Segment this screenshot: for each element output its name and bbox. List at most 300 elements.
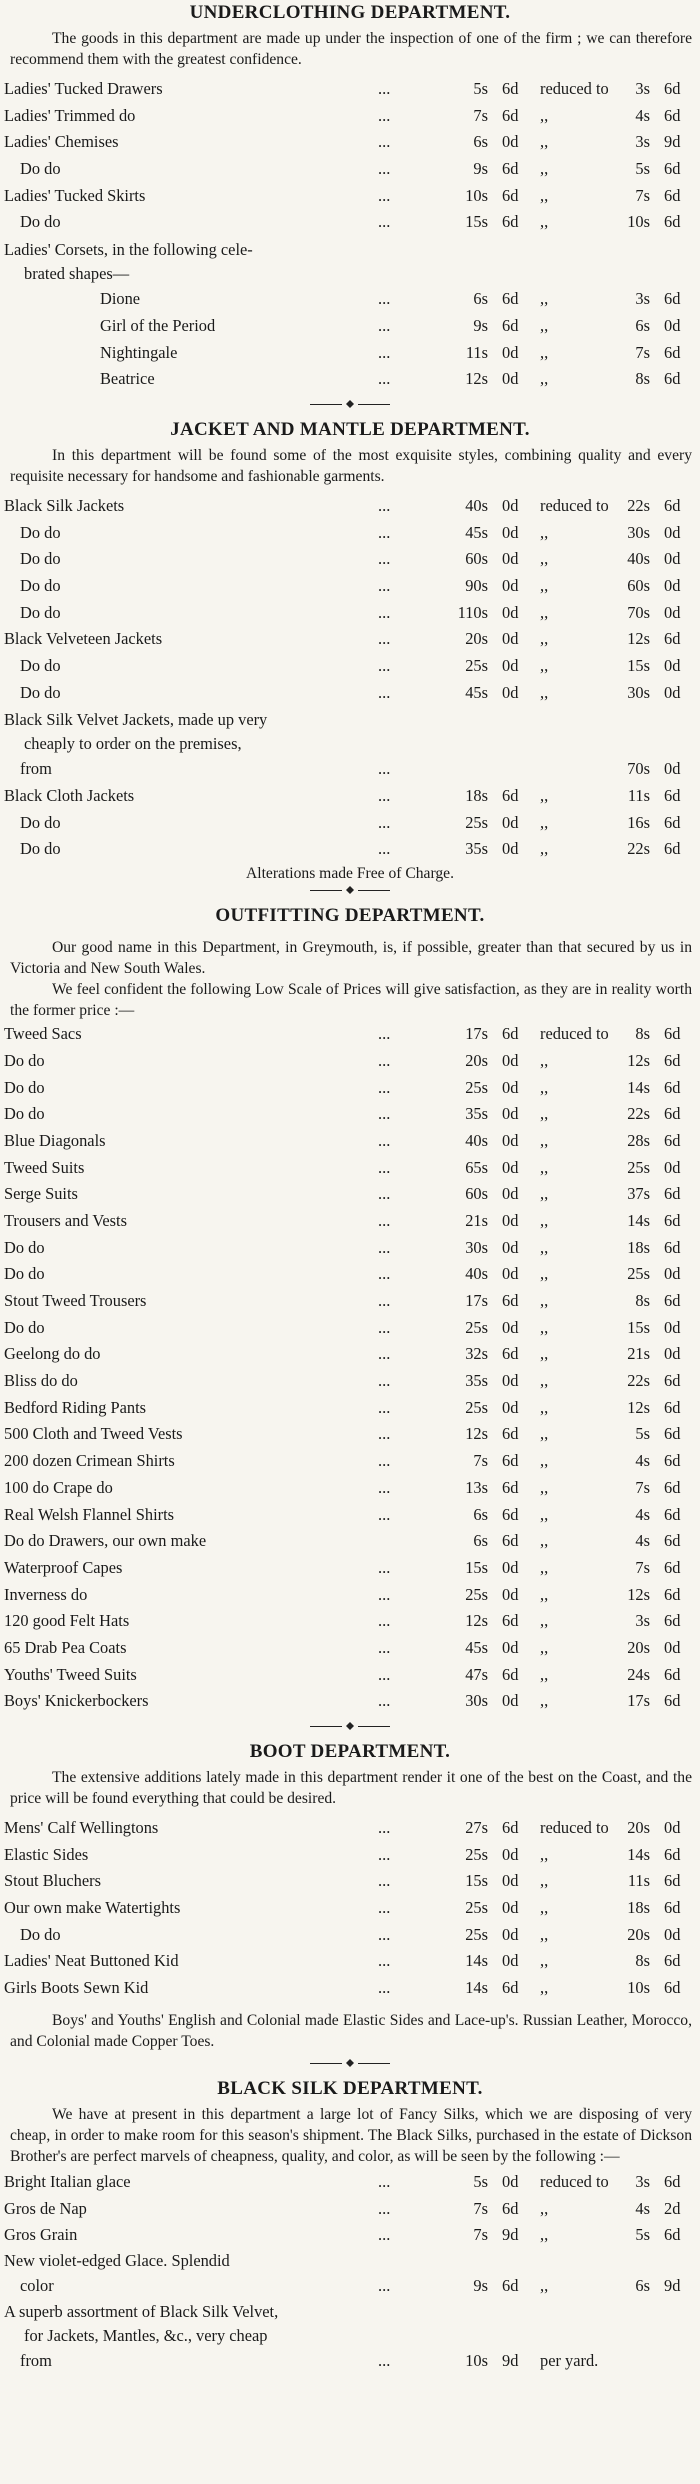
reduced-label: ,, xyxy=(540,132,549,152)
original-shillings: 25s xyxy=(465,1397,488,1417)
price-row xyxy=(0,1842,700,1869)
price-row xyxy=(0,1288,700,1315)
reduced-pence: 6d xyxy=(664,1584,681,1604)
reduced-pence: 6d xyxy=(664,1184,681,1204)
reduced-shillings: 3s xyxy=(635,1611,650,1631)
reduced-pence: 6d xyxy=(664,1477,681,1497)
reduced-shillings: 12s xyxy=(627,1584,650,1604)
original-pence: 0d xyxy=(502,2171,519,2191)
reduced-shillings: 37s xyxy=(627,1184,650,1204)
reduced-shillings: 8s xyxy=(635,1024,650,1044)
leader-dots: ... xyxy=(378,1291,391,1310)
item-name: Trousers and Vests xyxy=(4,1210,127,1230)
reduced-shillings: 3s xyxy=(635,2171,650,2191)
price-row xyxy=(0,286,700,313)
reduced-pence: 6d xyxy=(664,1024,681,1044)
reduced-label: ,, xyxy=(540,1344,549,1364)
underclothing-section xyxy=(0,0,700,393)
original-pence: 0d xyxy=(502,549,519,569)
original-pence: 0d xyxy=(502,369,519,389)
item-name: Waterproof Capes xyxy=(4,1557,123,1577)
reduced-pence: 0d xyxy=(664,1344,681,1364)
item-name: Do do xyxy=(20,812,61,832)
price-row xyxy=(0,1235,700,1262)
leader-dots: ... xyxy=(378,682,391,702)
leader-dots: ... xyxy=(378,1664,391,1684)
reduced-shillings: 20s xyxy=(627,1924,650,1944)
reduced-shillings: 12s xyxy=(627,1397,650,1417)
reduced-label: ,, xyxy=(540,602,549,622)
reduced-label: ,, xyxy=(540,1898,549,1918)
original-shillings: 17s xyxy=(465,1024,488,1044)
original-pence: 0d xyxy=(502,1264,519,1284)
original-shillings: 12s xyxy=(465,1424,488,1444)
reduced-pence: 0d xyxy=(664,1157,681,1177)
reduced-shillings: 12s xyxy=(627,629,650,649)
item-name: Stout Bluchers xyxy=(4,1871,101,1891)
item-name: Do do xyxy=(4,1317,45,1337)
reduced-shillings: 18s xyxy=(627,1898,650,1918)
reduced-label: ,, xyxy=(540,1371,549,1391)
original-shillings: 14s xyxy=(465,1978,488,1998)
reduced-pence: 6d xyxy=(664,812,681,832)
reduced-shillings: 40s xyxy=(627,549,650,569)
item-name: Elastic Sides xyxy=(4,1844,89,1864)
original-pence: 0d xyxy=(502,342,519,362)
reduced-shillings: 4s xyxy=(635,1504,650,1524)
reduced-shillings: 60s xyxy=(627,575,650,595)
original-shillings: 35s xyxy=(465,839,488,859)
reduced-pence: 6d xyxy=(664,212,681,232)
leader-dots: ... xyxy=(378,1317,391,1337)
price-row xyxy=(0,340,700,367)
price-row xyxy=(0,1048,700,1075)
reduced-shillings: 11s xyxy=(627,786,650,806)
reduced-shillings: 25s xyxy=(627,1264,650,1284)
silk-velvet-text xyxy=(0,2300,700,2348)
reduced-pence: 6d xyxy=(664,786,681,806)
reduced-pence: 6d xyxy=(664,159,681,179)
item-name: Tweed Sacs xyxy=(4,1024,82,1044)
price-row xyxy=(0,1261,700,1288)
reduced-label: ,, xyxy=(540,1264,549,1284)
reduced-pence: 0d xyxy=(664,1818,681,1837)
original-shillings: 15s xyxy=(465,1871,488,1891)
item-name: Ladies' Chemises xyxy=(4,132,119,152)
reduced-shillings: 4s xyxy=(635,105,650,125)
original-shillings: 30s xyxy=(465,1691,488,1711)
violet-line: New violet-edged Glace. Splendid xyxy=(4,2250,230,2270)
reduced-shillings: 15s xyxy=(627,1317,650,1337)
reduced-label: reduced to xyxy=(540,1024,609,1044)
item-name: Girls Boots Sewn Kid xyxy=(4,1978,149,1998)
section-divider xyxy=(310,1721,390,1731)
section-title: OUTFITTING DEPARTMENT. xyxy=(215,905,485,927)
original-shillings: 60s xyxy=(465,549,488,569)
violet-row xyxy=(0,2273,700,2300)
price-row xyxy=(0,156,700,183)
item-name: Do do xyxy=(4,1237,45,1257)
leader-dots: ... xyxy=(378,212,391,232)
leader-dots: ... xyxy=(378,1477,391,1497)
reduced-label: ,, xyxy=(540,1691,549,1711)
reduced-label: ,, xyxy=(540,1157,549,1177)
reduced-label: ,, xyxy=(540,1050,549,1070)
reduced-shillings: 7s xyxy=(635,185,650,205)
original-pence: 0d xyxy=(502,682,519,702)
original-pence: 6d xyxy=(502,159,519,179)
reduced-shillings: 7s xyxy=(635,342,650,362)
original-shillings: 25s xyxy=(465,1924,488,1944)
section-intro: The goods in this department are made up under the inspection of one of the firm ; we can therefore recommend them with the greatest confidence. xyxy=(10,30,692,68)
price-row xyxy=(0,1448,700,1475)
price-row xyxy=(0,1208,700,1235)
original-shillings: 15s xyxy=(465,212,488,232)
reduced-pence: 6d xyxy=(664,1050,681,1070)
item-name: Bedford Riding Pants xyxy=(4,1397,147,1417)
section-intro: We have at present in this department a large lot of Fancy Silks, which we are disposing of very cheap, in order to make room for this season's shipment. The Black Silks, purchased in the estate of Dickson Brother's are perfect marvels of cheapness, quality, and color, as will be seen by the following :— xyxy=(10,2105,692,2165)
corsets-table xyxy=(0,286,700,393)
reduced-shillings: 17s xyxy=(627,1691,650,1711)
reduced-shillings: 22s xyxy=(627,839,650,859)
reduced-label: ,, xyxy=(540,185,549,205)
price-row xyxy=(0,1528,700,1555)
reduced-label: ,, xyxy=(540,1584,549,1604)
reduced-shillings: 70s xyxy=(627,602,650,622)
boot-note: Boys' and Youths' English and Colonial made Elastic Sides and Lace-up's. Russian Leather, Morocco, and Colonial made Copper Toes. xyxy=(10,2011,692,2050)
reduced-pence: 0d xyxy=(664,549,681,569)
price-row xyxy=(0,1315,700,1342)
item-name: Youths' Tweed Suits xyxy=(4,1664,137,1684)
reduced-pence: 6d xyxy=(664,1397,681,1417)
reduced-pence: 0d xyxy=(664,1637,681,1657)
leader-dots: ... xyxy=(378,369,391,389)
original-pence: 0d xyxy=(502,629,519,649)
original-pence: 0d xyxy=(502,656,519,675)
item-name: from xyxy=(20,759,52,779)
reduced-label: ,, xyxy=(540,1237,549,1257)
original-shillings: 32s xyxy=(465,1344,488,1364)
reduced-pence: 9d xyxy=(664,2275,681,2295)
reduced-label: per yard. xyxy=(540,2350,599,2370)
original-pence: 0d xyxy=(502,812,519,832)
velvet-line: cheaply to order on the premises, xyxy=(24,734,242,754)
reduced-label: ,, xyxy=(540,1951,549,1971)
reduced-label: ,, xyxy=(540,1424,549,1444)
original-pence: 6d xyxy=(502,315,519,335)
reduced-shillings: 20s xyxy=(627,1637,650,1657)
leader-dots: ... xyxy=(378,1397,391,1417)
leader-dots: ... xyxy=(378,105,391,125)
price-row xyxy=(0,2348,700,2375)
price-row xyxy=(0,1368,700,1395)
reduced-shillings: 15s xyxy=(627,656,650,675)
price-row xyxy=(0,680,700,707)
leader-dots: ... xyxy=(378,1424,391,1444)
original-shillings: 20s xyxy=(465,1050,488,1070)
reduced-label: ,, xyxy=(540,1664,549,1684)
reduced-label: ,, xyxy=(540,629,549,649)
reduced-label: ,, xyxy=(540,1504,549,1524)
reduced-label: ,, xyxy=(540,1978,549,1998)
original-shillings: 40s xyxy=(465,1130,488,1150)
original-shillings: 27s xyxy=(465,1818,488,1837)
reduced-shillings: 4s xyxy=(635,2198,650,2218)
price-table xyxy=(0,493,700,707)
original-shillings: 5s xyxy=(473,79,488,98)
price-row xyxy=(0,1555,700,1582)
reduced-label: ,, xyxy=(540,2198,549,2218)
original-shillings: 20s xyxy=(465,629,488,649)
item-name: Do do xyxy=(4,1077,45,1097)
item-name: Do do xyxy=(20,602,61,622)
reduced-pence: 6d xyxy=(664,1210,681,1230)
leader-dots: ... xyxy=(378,786,391,806)
item-name: Inverness do xyxy=(4,1584,88,1604)
reduced-shillings: 3s xyxy=(635,79,650,98)
reduced-label: ,, xyxy=(540,1184,549,1204)
price-table xyxy=(0,783,700,863)
reduced-shillings: 6s xyxy=(635,315,650,335)
item-name: 100 do Crape do xyxy=(4,1477,113,1497)
item-name: 500 Cloth and Tweed Vests xyxy=(4,1424,183,1444)
reduced-pence: 0d xyxy=(664,656,681,675)
reduced-shillings: 22s xyxy=(627,1104,650,1124)
original-pence: 0d xyxy=(502,1871,519,1891)
original-pence: 6d xyxy=(502,1344,519,1364)
original-pence: 6d xyxy=(502,1664,519,1684)
original-shillings: 25s xyxy=(465,1584,488,1604)
original-shillings: 9s xyxy=(473,315,488,335)
leader-dots: ... xyxy=(378,1924,391,1944)
price-row xyxy=(0,1608,700,1635)
price-row xyxy=(0,1635,700,1662)
reduced-shillings: 14s xyxy=(627,1844,650,1864)
original-pence: 0d xyxy=(502,495,519,515)
reduced-shillings: 11s xyxy=(627,1871,650,1891)
reduced-pence: 6d xyxy=(664,1611,681,1631)
price-row xyxy=(0,1421,700,1448)
original-pence: 6d xyxy=(502,1477,519,1497)
jacket-section xyxy=(0,417,700,885)
reduced-label: reduced to xyxy=(540,2171,609,2191)
original-shillings: 40s xyxy=(465,1264,488,1284)
reduced-pence: 6d xyxy=(664,1951,681,1971)
item-name: Ladies' Trimmed do xyxy=(4,105,136,125)
reduced-pence: 6d xyxy=(664,1664,681,1684)
leader-dots: ... xyxy=(378,1184,391,1204)
price-row xyxy=(0,1075,700,1102)
reduced-shillings: 7s xyxy=(635,1477,650,1497)
item-name: Boys' Knickerbockers xyxy=(4,1691,149,1711)
original-shillings: 10s xyxy=(465,185,488,205)
original-pence: 0d xyxy=(502,1397,519,1417)
original-pence: 6d xyxy=(502,289,519,309)
leader-dots: ... xyxy=(378,1584,391,1604)
original-pence: 0d xyxy=(502,1317,519,1337)
reduced-pence: 0d xyxy=(664,575,681,595)
section-intro: We feel confident the following Low Scale of Prices will give satisfaction, as they are in reality worth the former price :— xyxy=(10,981,692,1020)
price-table xyxy=(0,2169,700,2249)
leader-dots: ... xyxy=(378,132,391,152)
reduced-pence: 6d xyxy=(664,2171,681,2191)
original-pence: 0d xyxy=(502,1077,519,1097)
reduced-label: ,, xyxy=(540,1130,549,1150)
reduced-shillings: 16s xyxy=(627,812,650,832)
price-row xyxy=(0,1181,700,1208)
original-shillings: 35s xyxy=(465,1104,488,1124)
leader-dots: ... xyxy=(378,1210,391,1230)
item-name: Ladies' Tucked Drawers xyxy=(4,79,163,98)
item-name: Geelong do do xyxy=(4,1344,101,1364)
item-name: Black Velveteen Jackets xyxy=(4,629,163,649)
reduced-shillings: 5s xyxy=(635,1424,650,1444)
item-name: Nightingale xyxy=(100,342,178,362)
section-divider xyxy=(310,399,390,409)
price-row xyxy=(0,2196,700,2223)
original-pence: 6d xyxy=(502,2275,519,2295)
reduced-label: ,, xyxy=(540,839,549,859)
original-shillings: 13s xyxy=(465,1477,488,1497)
reduced-pence: 6d xyxy=(664,1104,681,1124)
reduced-pence: 6d xyxy=(664,1557,681,1577)
leader-dots: ... xyxy=(378,1077,391,1097)
reduced-shillings: 5s xyxy=(635,159,650,179)
original-shillings: 25s xyxy=(465,1077,488,1097)
reduced-label: ,, xyxy=(540,1924,549,1944)
reduced-shillings: 8s xyxy=(635,1291,650,1310)
leader-dots: ... xyxy=(378,1130,391,1150)
section-intro: Our good name in this Department, in Greymouth, is, if possible, greater than that secured by us in Victoria and New South Wales. xyxy=(10,939,692,978)
price-row xyxy=(0,1128,700,1155)
original-pence: 6d xyxy=(502,79,519,98)
reduced-label: ,, xyxy=(540,549,549,569)
leader-dots: ... xyxy=(378,1264,391,1284)
leader-dots: ... xyxy=(378,1637,391,1657)
reduced-shillings: 22s xyxy=(627,495,650,515)
leader-dots: ... xyxy=(378,1050,391,1070)
original-pence: 6d xyxy=(502,1024,519,1044)
reduced-pence: 6d xyxy=(664,1451,681,1471)
original-pence: 0d xyxy=(502,1844,519,1864)
original-pence: 6d xyxy=(502,1424,519,1444)
leader-dots: ... xyxy=(378,839,391,859)
original-pence: 0d xyxy=(502,1637,519,1657)
reduced-shillings: 28s xyxy=(627,1130,650,1150)
reduced-pence: 0d xyxy=(664,1924,681,1944)
reduced-shillings: 30s xyxy=(627,522,650,542)
price-row xyxy=(0,2169,700,2196)
leader-dots: ... xyxy=(378,159,391,179)
leader-dots: ... xyxy=(378,812,391,832)
price-row xyxy=(0,1662,700,1689)
original-shillings: 25s xyxy=(465,1898,488,1918)
original-pence: 0d xyxy=(502,1237,519,1257)
item-name: Ladies' Neat Buttoned Kid xyxy=(4,1951,179,1971)
reduced-label: ,, xyxy=(540,1871,549,1891)
original-shillings: 30s xyxy=(465,1237,488,1257)
original-pence: 6d xyxy=(502,2198,519,2218)
original-shillings: 11s xyxy=(465,342,488,362)
item-name: Stout Tweed Trousers xyxy=(4,1291,147,1310)
reduced-pence: 6d xyxy=(664,1871,681,1891)
item-name: 200 dozen Crimean Shirts xyxy=(4,1451,175,1471)
reduced-pence: 6d xyxy=(664,369,681,389)
original-shillings: 6s xyxy=(473,132,488,152)
reduced-shillings: 22s xyxy=(627,1371,650,1391)
item-name: Do do xyxy=(20,212,61,232)
reduced-shillings: 4s xyxy=(635,1451,650,1471)
reduced-label: ,, xyxy=(540,786,549,806)
price-row xyxy=(0,1815,700,1842)
reduced-label: ,, xyxy=(540,656,549,675)
original-pence: 0d xyxy=(502,1210,519,1230)
price-row xyxy=(0,1502,700,1529)
reduced-pence: 0d xyxy=(664,522,681,542)
original-shillings: 21s xyxy=(465,1210,488,1230)
reduced-shillings: 14s xyxy=(627,1210,650,1230)
original-pence: 0d xyxy=(502,1371,519,1391)
original-shillings: 60s xyxy=(465,1184,488,1204)
reduced-pence: 0d xyxy=(664,602,681,622)
original-shillings: 9s xyxy=(473,2275,488,2295)
item-name: Our own make Watertights xyxy=(4,1898,181,1918)
reduced-shillings: 8s xyxy=(635,1951,650,1971)
original-pence: 0d xyxy=(502,1104,519,1124)
original-pence: 0d xyxy=(502,132,519,152)
price-row xyxy=(0,836,700,863)
reduced-pence: 2d xyxy=(664,2198,681,2218)
leader-dots: ... xyxy=(378,1157,391,1177)
original-shillings: 12s xyxy=(465,1611,488,1631)
leader-dots: ... xyxy=(378,1611,391,1631)
leader-dots: ... xyxy=(378,315,391,335)
item-name: Blue Diagonals xyxy=(4,1130,106,1150)
reduced-pence: 6d xyxy=(664,79,681,98)
item-name: Do do Drawers, our own make xyxy=(4,1531,207,1551)
velvet-from-row xyxy=(0,756,700,783)
leader-dots: ... xyxy=(378,522,391,542)
item-name: Gros Grain xyxy=(4,2225,78,2245)
original-pence: 6d xyxy=(502,786,519,806)
reduced-label: reduced to xyxy=(540,79,609,98)
price-row xyxy=(0,546,700,573)
leader-dots: ... xyxy=(378,2275,391,2295)
original-pence: 9d xyxy=(502,2350,519,2370)
price-row xyxy=(0,520,700,547)
item-name: Do do xyxy=(4,1104,45,1124)
original-pence: 0d xyxy=(502,522,519,542)
item-name: Do do xyxy=(4,1264,45,1284)
leader-dots: ... xyxy=(378,602,391,622)
leader-dots: ... xyxy=(378,2198,391,2218)
silk-section xyxy=(0,2076,700,2374)
item-name: Do do xyxy=(20,159,61,179)
reduced-shillings: 30s xyxy=(627,682,650,702)
leader-dots: ... xyxy=(378,2350,391,2370)
reduced-label: ,, xyxy=(540,1291,549,1310)
section-intro: In this department will be found some of the most exquisite styles, combining quality and every requisite necessary for handsome and fashionable garments. xyxy=(10,446,692,485)
reduced-label: ,, xyxy=(540,2225,549,2245)
reduced-pence: 9d xyxy=(664,132,681,152)
leader-dots: ... xyxy=(378,1871,391,1891)
original-shillings: 7s xyxy=(473,105,488,125)
original-pence: 6d xyxy=(502,1531,519,1551)
original-shillings: 17s xyxy=(465,1291,488,1310)
original-shillings: 90s xyxy=(465,575,488,595)
original-pence: 6d xyxy=(502,212,519,232)
reduced-shillings: 14s xyxy=(627,1077,650,1097)
